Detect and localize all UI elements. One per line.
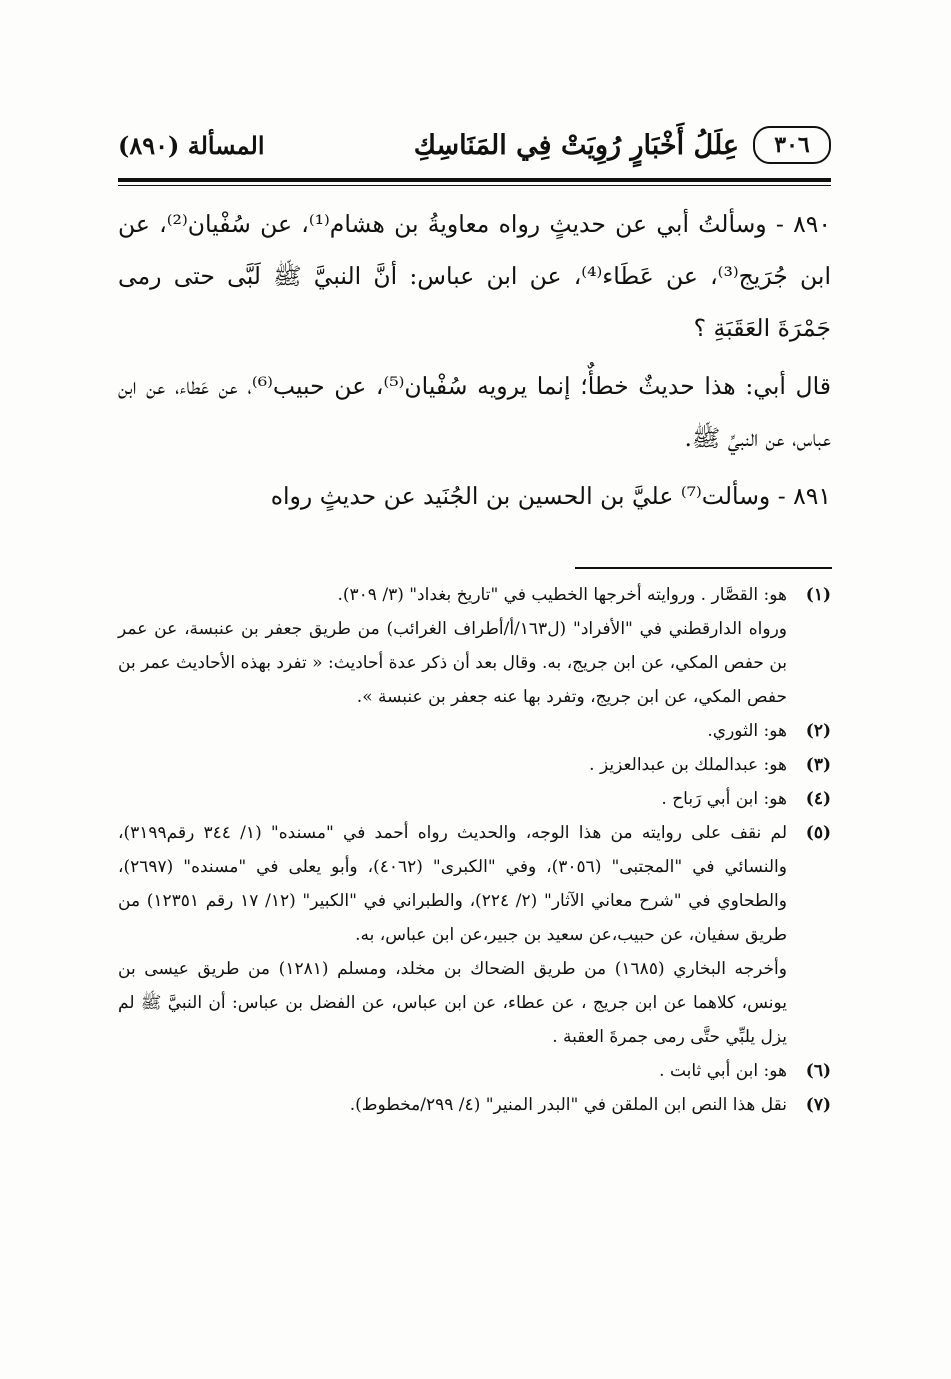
footnote-6 bbox=[118, 1054, 831, 1088]
footnote-separator bbox=[575, 567, 832, 569]
footnote-number: (٢) bbox=[805, 721, 831, 741]
footnote-2 bbox=[118, 714, 831, 748]
footnote-text: نقل هذا النص ابن الملقن في "البدر المنير" (٤/ ٢٩٩/مخطوط). bbox=[349, 1095, 787, 1115]
footnotes bbox=[118, 578, 831, 1122]
footnote-5 bbox=[118, 816, 831, 1054]
page-number: ٣٠٦ bbox=[753, 126, 831, 164]
running-header bbox=[118, 120, 831, 170]
header-title-group bbox=[414, 126, 831, 164]
main-text bbox=[118, 198, 831, 528]
book-title: عِلَلُ أَخْبَارٍ رُوِيَتْ فِي المَنَاسِكِ bbox=[413, 129, 739, 161]
footnote-text: هو: عبدالملك بن عبدالعزيز . bbox=[589, 755, 787, 775]
footnote-number: (٣) bbox=[805, 755, 831, 775]
footnote-1 bbox=[118, 578, 831, 714]
footnote-text: هو: الثوري. bbox=[707, 721, 787, 741]
footnote-number: (٧) bbox=[805, 1095, 831, 1115]
footnote-3 bbox=[118, 748, 831, 782]
footnote-text: لم نقف على روايته من هذا الوجه، والحديث رواه أحمد في "مسنده" (١/ ٣٤٤ رقم٣١٩٩)، والنسائي في "المجتبى" (٣٠٥٦)، وفي "الكبرى" (٤٠٦٢)، وأبو يعلى في "مسنده" (٢٦٩٧)، والطحاوي في "شرح معاني الآثار" (٢/ ٢٢٤)، والطبراني في "الكبير" (١٢/ ١٧ رقم ١٢٣٥١) من طريق سفيان، عن حبيب،عن سعيد بن جبير،عن ابن عباس، به. وأخرجه البخاري (١٦٨٥) من طريق الضحاك بن مخلد، ومسلم (١٢٨١) من طريق عيسى بن يونس، كلاهما عن ابن جريج ، عن عطاء، عن ابن عباس، عن الفضل بن عباس: أن النبيَّ ﷺ لم يزل يلبِّي حتَّى رمى جمرةَ العقبة . bbox=[118, 823, 788, 1047]
footnote-7 bbox=[118, 1088, 831, 1122]
footnote-text: هو: القصَّار . وروايته أخرجها الخطيب في "تاريخ بغداد" (٣/ ٣٠٩). ورواه الدارقطني في "الأفراد" (ل١٦٣/أ/أطراف الغرائب) من طريق جعفر بن عنبسة، عن عمر بن حفص المكي، عن ابن جريج، به. وقال بعد أن ذكر عدة أحاديث: « تفرد بهذه الأحاديث عمر بن حفص المكي، عن ابن جريج، وتفرد بها عنه جعفر بن عنبسة ». bbox=[118, 585, 787, 707]
issue-label: المسألة (٨٩٠) bbox=[118, 130, 265, 160]
answer-890: قال أبي: هذا حديثٌ خطأٌ؛ إنما يرويه سُفْيان⁽⁵⁾، عن حبيب⁽⁶⁾، عن عَطاء، عن ابن عباس، عن النبيِّ ﷺ. bbox=[118, 372, 831, 452]
footnote-number: (٤) bbox=[805, 789, 831, 809]
footnote-4 bbox=[118, 782, 831, 816]
question-890: ٨٩٠ - وسألتُ أبي عن حديثٍ رواه معاويةُ بن هشام⁽¹⁾، عن سُفْيان⁽²⁾، عن ابن جُرَيج⁽³⁾، عن عَطَاء⁽⁴⁾، عن ابن عباس: أنَّ النبيَّ ﷺ لَبَّى حتى رمى جَمْرَةَ العَقَبَةِ ؟ bbox=[118, 210, 831, 342]
footnote-text: هو: ابن أبي رَباح . bbox=[661, 789, 787, 809]
footnote-number: (٦) bbox=[805, 1061, 831, 1081]
question-891: ٨٩١ - وسألت⁽⁷⁾ عليَّ بن الحسين بن الجُنَيد عن حديثٍ رواه bbox=[270, 482, 831, 510]
header-rule-thick bbox=[118, 178, 831, 182]
footnote-number: (١) bbox=[805, 585, 831, 605]
footnote-number: (٥) bbox=[805, 823, 831, 843]
footnote-text: هو: ابن أبي ثابت . bbox=[659, 1061, 787, 1081]
header-rule-thin bbox=[118, 185, 831, 186]
